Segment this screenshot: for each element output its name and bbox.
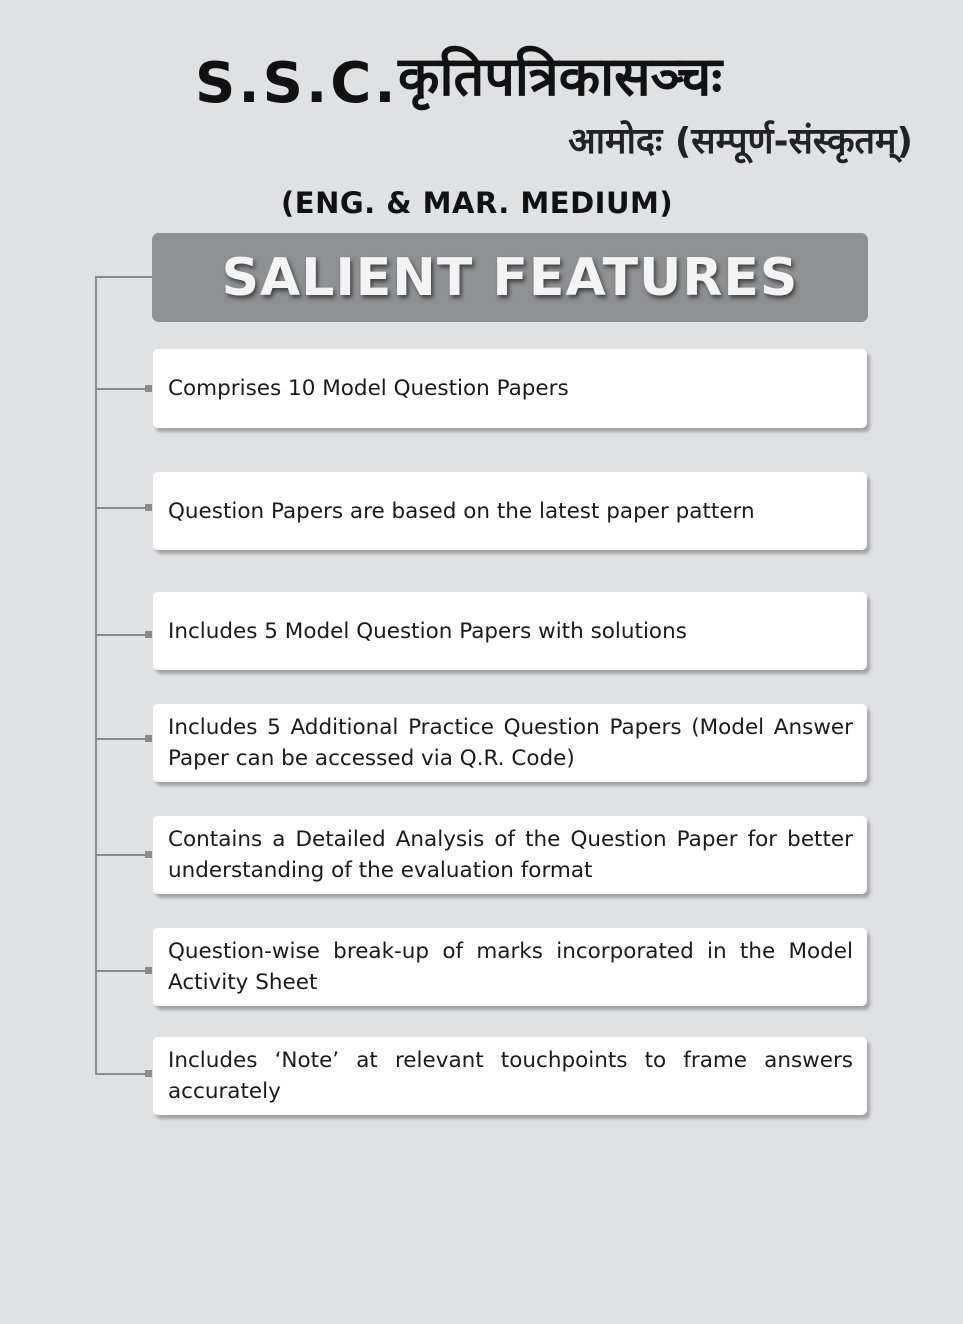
connector-line: [95, 276, 97, 1075]
connector-link: [95, 738, 147, 740]
feature-text: Includes ‘Note’ at relevant touchpoints to frame answers accurately: [168, 1048, 853, 1104]
bullet-icon: [145, 735, 152, 742]
feature-card: [153, 592, 867, 670]
bullet-icon: [145, 631, 152, 638]
connector-link: [95, 1073, 147, 1075]
bullet-icon: [145, 851, 152, 858]
salient-features-header: [152, 233, 868, 322]
connector-link: [95, 388, 147, 390]
bullet-icon: [145, 504, 152, 511]
bullet-icon: [145, 1070, 152, 1077]
feature-card: [153, 472, 867, 550]
bullet-icon: [145, 385, 152, 392]
feature-card: [153, 816, 867, 894]
feature-text: Question Papers are based on the latest paper pattern: [168, 498, 755, 524]
feature-text: Contains a Detailed Analysis of the Question Paper for better understanding of the evaluation format: [168, 827, 853, 883]
bullet-icon: [145, 967, 152, 974]
title-hindi: कृतिपत्रिकासञ्चः: [398, 45, 723, 108]
feature-card: [153, 704, 867, 782]
feature-text: Question-wise break-up of marks incorporated in the Model Activity Sheet: [168, 939, 853, 995]
connector-header-link: [95, 276, 153, 278]
feature-card: [153, 349, 867, 428]
feature-text: Includes 5 Model Question Papers with solutions: [168, 618, 687, 644]
subtitle-hindi: आमोदः (सम्पूर्ण-संस्कृतम्): [568, 121, 913, 162]
connector-link: [95, 970, 147, 972]
salient-features-heading: SALIENT FEATURES: [221, 247, 799, 308]
feature-card: [153, 928, 867, 1006]
feature-card: [153, 1037, 867, 1115]
medium-label: (ENG. & MAR. MEDIUM): [281, 186, 674, 220]
connector-link: [95, 854, 147, 856]
connector-link: [95, 634, 147, 636]
feature-text: Comprises 10 Model Question Papers: [168, 376, 569, 401]
connector-link: [95, 507, 147, 509]
feature-text: Includes 5 Additional Practice Question Papers (Model Answer Paper can be accessed via Q.R. Code): [168, 715, 853, 771]
title-ssc: S.S.C.: [195, 51, 399, 116]
